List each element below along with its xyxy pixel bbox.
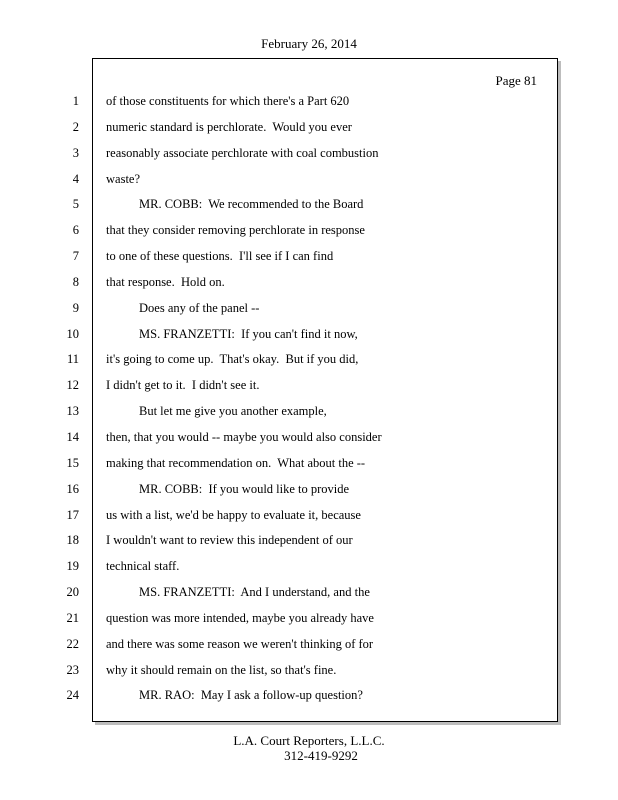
transcript-line: waste?	[106, 171, 141, 186]
line-number: 9	[72, 300, 79, 315]
transcript-line: of those constituents for which there's a Part 620	[106, 94, 350, 108]
transcript-line: MR. RAO: May I ask a follow-up question?	[139, 688, 363, 703]
line-number: 22	[66, 636, 79, 651]
transcript-line: Does any of the panel --	[139, 300, 260, 315]
line-number: 6	[72, 223, 79, 238]
line-number: 5	[72, 197, 79, 212]
transcript-line: it's going to come up. That's okay. But if you did,	[106, 352, 359, 367]
transcript-line: making that recommendation on. What about the --	[106, 455, 366, 470]
transcript-line: MS. FRANZETTI: If you can't find it now,	[139, 326, 358, 341]
transcript-text-column	[106, 89, 546, 709]
line-number: 15	[66, 455, 79, 470]
transcript-line: MR. COBB: If you would like to provide	[139, 481, 350, 496]
line-number: 11	[66, 352, 79, 367]
court-reporter-phone: 312-419-9292	[284, 748, 358, 763]
page-number-label: Page 81	[495, 73, 537, 88]
transcript-line: numeric standard is perchlorate. Would you ever	[106, 119, 352, 134]
transcript-line: question was more intended, maybe you already have	[106, 610, 374, 625]
footer	[0, 733, 618, 763]
line-number: 3	[72, 145, 79, 160]
transcript-date: February 26, 2014	[261, 36, 357, 51]
line-number: 1	[72, 94, 79, 108]
line-number: 18	[66, 533, 79, 548]
line-number: 21	[66, 610, 79, 625]
line-number: 23	[66, 662, 79, 677]
transcript-line: that they consider removing perchlorate in response	[106, 223, 365, 238]
transcript-line: to one of these questions. I'll see if I can find	[106, 249, 334, 264]
court-reporter-name: L.A. Court Reporters, L.L.C.	[233, 733, 385, 748]
line-number-column	[0, 89, 84, 709]
line-number: 10	[66, 326, 79, 341]
line-number: 4	[72, 171, 79, 186]
transcript-line: MS. FRANZETTI: And I understand, and the	[139, 585, 370, 600]
line-number: 13	[66, 404, 79, 419]
transcript-line: But let me give you another example,	[139, 404, 327, 419]
line-number: 7	[72, 249, 79, 264]
line-number: 19	[66, 559, 79, 574]
line-number: 17	[66, 507, 79, 522]
line-number: 20	[66, 585, 79, 600]
line-number: 12	[66, 378, 79, 393]
line-number: 24	[66, 688, 79, 703]
transcript-line: then, that you would -- maybe you would also consider	[106, 429, 382, 444]
transcript-line: technical staff.	[106, 559, 180, 574]
transcript-line: reasonably associate perchlorate with coal combustion	[106, 145, 379, 160]
line-number: 14	[66, 429, 79, 444]
transcript-line: us with a list, we'd be happy to evaluate it, because	[106, 507, 361, 522]
line-number: 16	[66, 481, 79, 496]
transcript-line: I wouldn't want to review this independent of our	[106, 533, 353, 548]
transcript-line: MR. COBB: We recommended to the Board	[139, 197, 364, 212]
transcript-line: why it should remain on the list, so that's fine.	[106, 662, 337, 677]
line-number: 2	[72, 119, 79, 134]
transcript-line: that response. Hold on.	[106, 274, 225, 289]
transcript-line: I didn't get to it. I didn't see it.	[106, 378, 260, 393]
transcript-line: and there was some reason we weren't thinking of for	[106, 636, 374, 651]
line-number: 8	[72, 274, 79, 289]
